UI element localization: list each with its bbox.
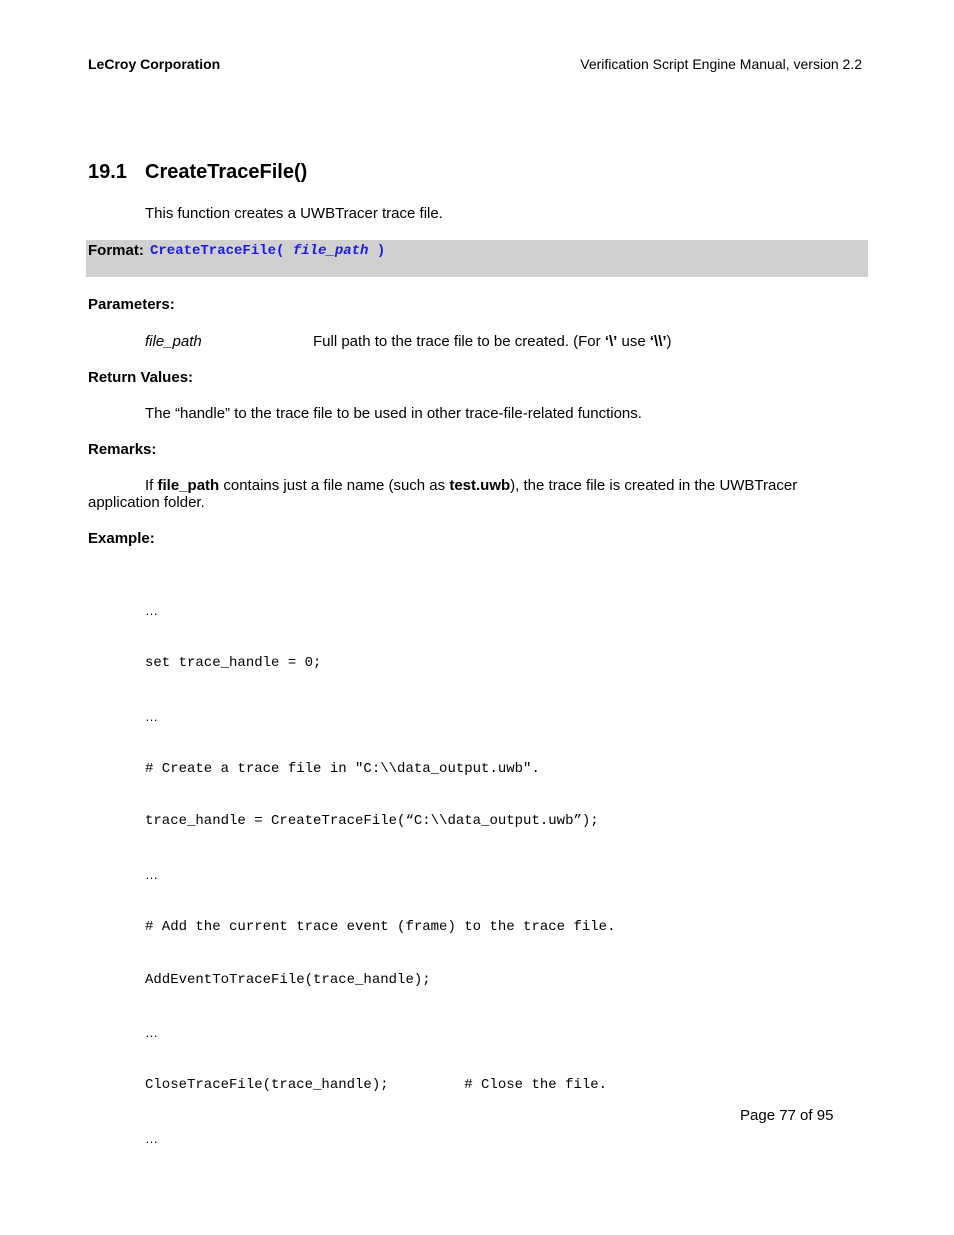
code-line: … [145,1025,158,1041]
return-values-text: The “handle” to the trace file to be used in other trace-file-related functions. [145,405,642,422]
code-line: AddEventToTraceFile(trace_handle); [145,971,431,988]
param-desc-char1: ‘\’ [604,333,618,350]
param-desc-mid: use [617,333,650,350]
example-label: Example: [88,530,155,547]
param-description [313,333,672,350]
format-label: Format: [88,242,144,259]
section-title: CreateTraceFile() [145,161,308,183]
code-line: … [145,867,158,883]
remarks-bold-test-uwb: test.uwb [449,477,511,494]
section-number: 19.1 [88,161,127,183]
format-close: ) [376,243,386,259]
header-company: LeCroy Corporation [88,56,221,72]
header-manual-title: Verification Script Engine Manual, version 2.2 [580,56,862,72]
remarks-label: Remarks: [88,441,157,458]
code-line: … [145,603,158,619]
remarks-part3: ), the trace file is created in the UWBTracer [510,477,798,494]
page-number: Page 77 of 95 [740,1107,834,1124]
param-name: file_path [145,333,202,350]
format-signature [150,243,385,259]
section-heading [88,161,307,184]
code-line: # Add the current trace event (frame) to the trace file. [145,918,616,935]
format-box [86,240,868,277]
remarks-line2: application folder. [88,494,205,511]
remarks-line1 [145,477,797,494]
code-line: … [145,1131,158,1146]
remarks-part1: If [145,477,158,494]
return-values-label: Return Values: [88,369,194,386]
code-line: # Create a trace file in "C:\\data_output.uwb". [145,760,540,777]
parameters-label: Parameters: [88,296,175,313]
param-desc-suffix: ) [666,333,672,350]
param-desc-char2: ‘\\’ [649,333,667,350]
format-param: file_path [292,243,369,259]
section-description: This function creates a UWBTracer trace file. [145,205,443,222]
code-line: set trace_handle = 0; [145,654,322,671]
param-desc-prefix: Full path to the trace file to be created. (For [313,333,605,350]
remarks-part2: contains just a file name (such as [219,477,450,494]
format-function: CreateTraceFile( [150,243,285,259]
remarks-bold-file-path: file_path [157,477,220,494]
code-line: trace_handle = CreateTraceFile(“C:\\data_output.uwb”); [145,813,599,830]
code-line: … [145,708,158,724]
code-line: CloseTraceFile(trace_handle); # Close the file. [145,1077,608,1094]
example-code-block [145,567,615,1165]
